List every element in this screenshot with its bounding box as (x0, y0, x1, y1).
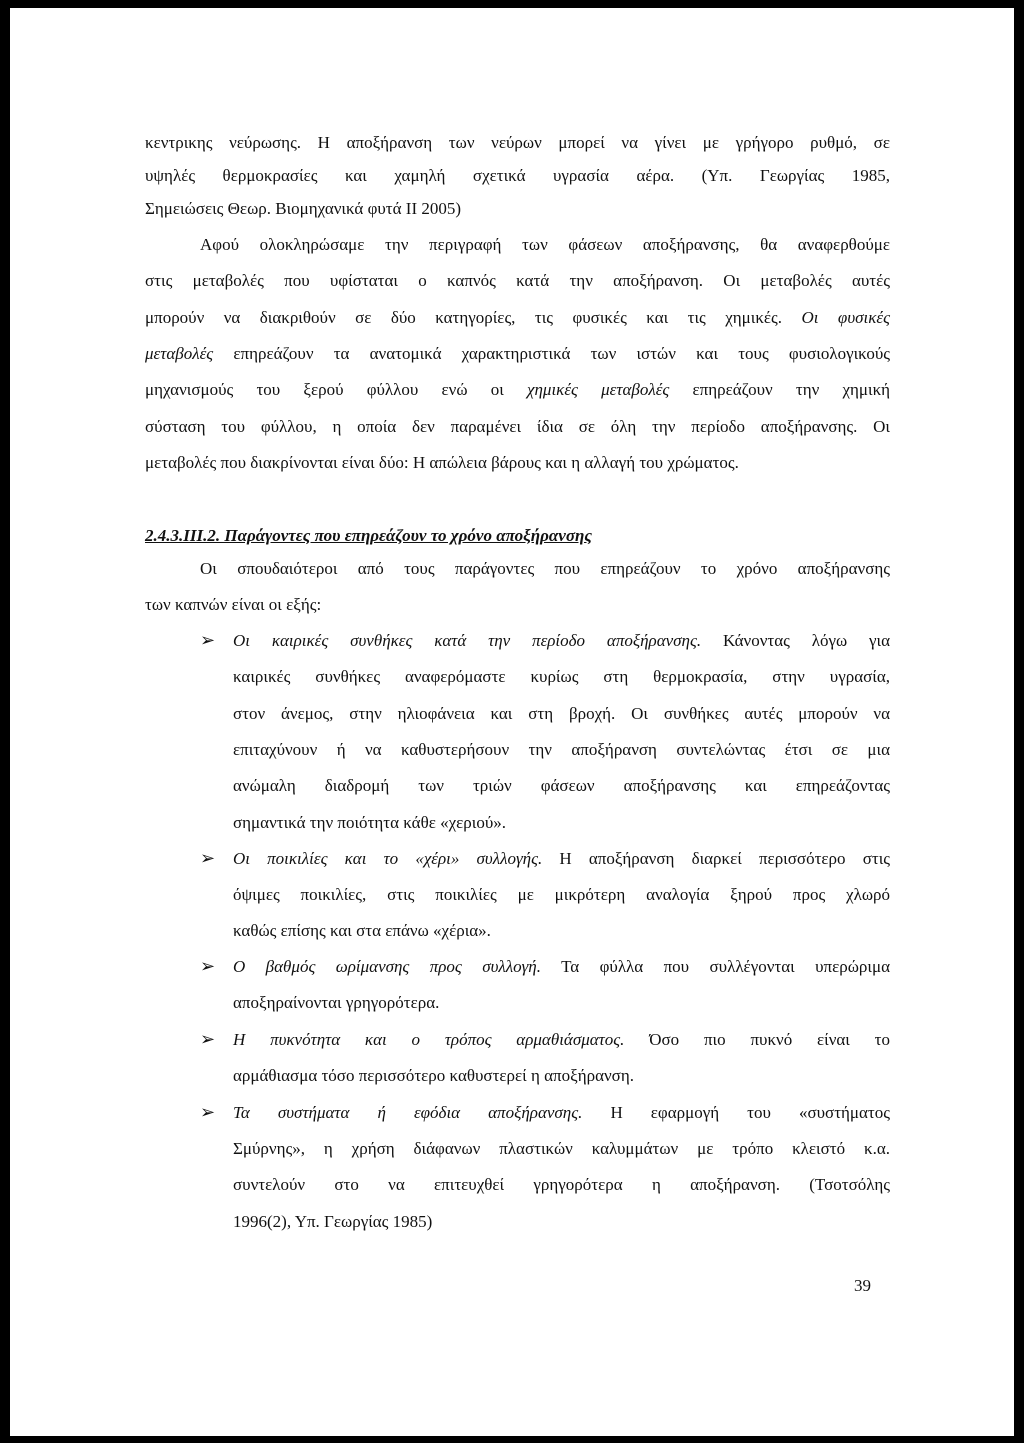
bullet-title: Ο βαθμός ωρίμανσης προς συλλογή. (233, 957, 541, 976)
arrow-bullet-icon: ➢ (200, 956, 216, 976)
bullet-line: συντελούν στο να επιτευχθεί γρηγορότερα η αποξήρανση. (Τσοτσόλης (233, 1175, 890, 1194)
bullet-line: όψιμες ποικιλίες, στις ποικιλίες με μικρότερη αναλογία ξηρού προς χλωρό (233, 885, 890, 904)
paragraph-line: Οι σπουδαιότεροι από τους παράγοντες που επηρεάζουν το χρόνο αποξήρανσης (200, 559, 890, 578)
bullet-line (233, 1030, 890, 1050)
bullet-title: Η πυκνότητα και ο τρόπος αρμαθιάσματος. (233, 1030, 625, 1049)
text-run: Όσο πιο πυκνό είναι το (649, 1030, 891, 1049)
paragraph-line: Σημειώσεις Θεωρ. Βιομηχανικά φυτά ΙΙ 2005) (145, 199, 462, 218)
italic-term: μεταβολές (145, 344, 214, 363)
bullet-line: επιταχύνουν ή να καθυστερήσουν την αποξήρανση συντελώντας έτσι σε μια (233, 740, 890, 759)
bullet-line (233, 1103, 890, 1123)
bullet-line: στον άνεμος, στην ηλιοφάνεια και στη βροχή. Οι συνθήκες αυτές μπορούν να (233, 704, 890, 723)
document-page (10, 8, 1014, 1436)
arrow-bullet-icon: ➢ (200, 1029, 216, 1049)
bullet-title: Τα συστήματα ή εφόδια αποξήρανσης. (233, 1103, 583, 1122)
text-run: μπορούν να διακριθούν σε δύο κατηγορίες, τις φυσικές και τις χημικές. (145, 308, 783, 327)
page-number: 39 (854, 1276, 871, 1295)
paragraph-line: κεντρικης νεύρωσης. Η αποξήρανση των νεύρων μπορεί να γίνει με γρήγορο ρυθμό, σε (145, 133, 890, 152)
paragraph-line: των καπνών είναι οι εξής: (145, 595, 322, 614)
section-heading: 2.4.3.ΙΙΙ.2. Παράγοντες που επηρεάζουν το χρόνο αποξήρανσης (145, 526, 592, 545)
text-run: μηχανισμούς του ξερού φύλλου ενώ οι (145, 380, 504, 399)
bullet-line: αρμάθιασμα τόσο περισσότερο καθυστερεί η αποξήρανση. (233, 1066, 634, 1085)
text-run: επηρεάζουν την χημική (692, 380, 891, 399)
bullet-line: καιρικές συνθήκες αναφερόμαστε κυρίως στη θερμοκρασία, στην υγρασία, (233, 667, 890, 686)
bullet-line: 1996(2), Υπ. Γεωργίας 1985) (233, 1212, 433, 1231)
text-run: Τα φύλλα που συλλέγονται υπερώριμα (561, 957, 890, 976)
bullet-line: καθώς επίσης και στα επάνω «χέρια». (233, 921, 491, 940)
bullet-title: Οι καιρικές συνθήκες κατά την περίοδο αποξήρανσης. (233, 631, 702, 650)
bullet-line (233, 849, 890, 869)
paragraph-line: υψηλές θερμοκρασίες και χαμηλή σχετικά υγρασία αέρα. (Υπ. Γεωργίας 1985, (145, 166, 890, 185)
arrow-bullet-icon: ➢ (200, 630, 216, 650)
arrow-bullet-icon: ➢ (200, 848, 216, 868)
italic-term: Οι φυσικές (801, 308, 890, 327)
bullet-line: αποξηραίνονται γρηγορότερα. (233, 993, 440, 1012)
bullet-line: ανώμαλη διαδρομή των τριών φάσεων αποξήρανσης και επηρεάζοντας (233, 776, 890, 795)
paragraph-line: στις μεταβολές που υφίσταται ο καπνός κατά την αποξήρανση. Οι μεταβολές αυτές (145, 271, 890, 290)
bullet-line (233, 957, 890, 977)
paragraph-line (145, 308, 890, 328)
paragraph-line: Αφού ολοκληρώσαμε την περιγραφή των φάσεων αποξήρανσης, θα αναφερθούμε (200, 235, 890, 254)
bullet-line: σημαντικά την ποιότητα κάθε «χεριού». (233, 813, 507, 832)
italic-term: χημικές μεταβολές (527, 380, 670, 399)
arrow-bullet-icon: ➢ (200, 1102, 216, 1122)
bullet-title: Οι ποικιλίες και το «χέρι» συλλογής. (233, 849, 543, 868)
text-run: Η εφαρμογή του «συστήματος (610, 1103, 890, 1122)
text-run: επηρεάζουν τα ανατομικά χαρακτηριστικά των ιστών και τους φυσιολογικούς (233, 344, 891, 363)
bullet-line (233, 631, 890, 651)
paragraph-line (145, 380, 890, 400)
bullet-line: Σμύρνης», η χρήση διάφανων πλαστικών καλυμμάτων με τρόπο κλειστό κ.α. (233, 1139, 890, 1158)
paragraph-line: μεταβολές που διακρίνονται είναι δύο: Η απώλεια βάρους και η αλλαγή του χρώματος. (145, 453, 739, 472)
paragraph-line (145, 344, 890, 364)
paragraph-line: σύσταση του φύλλου, η οποία δεν παραμένει ίδια σε όλη την περίοδο αποξήρανσης. Οι (145, 417, 890, 436)
text-run: Κάνοντας λόγω για (722, 631, 890, 650)
text-run: Η αποξήρανση διαρκεί περισσότερο στις (559, 849, 890, 868)
